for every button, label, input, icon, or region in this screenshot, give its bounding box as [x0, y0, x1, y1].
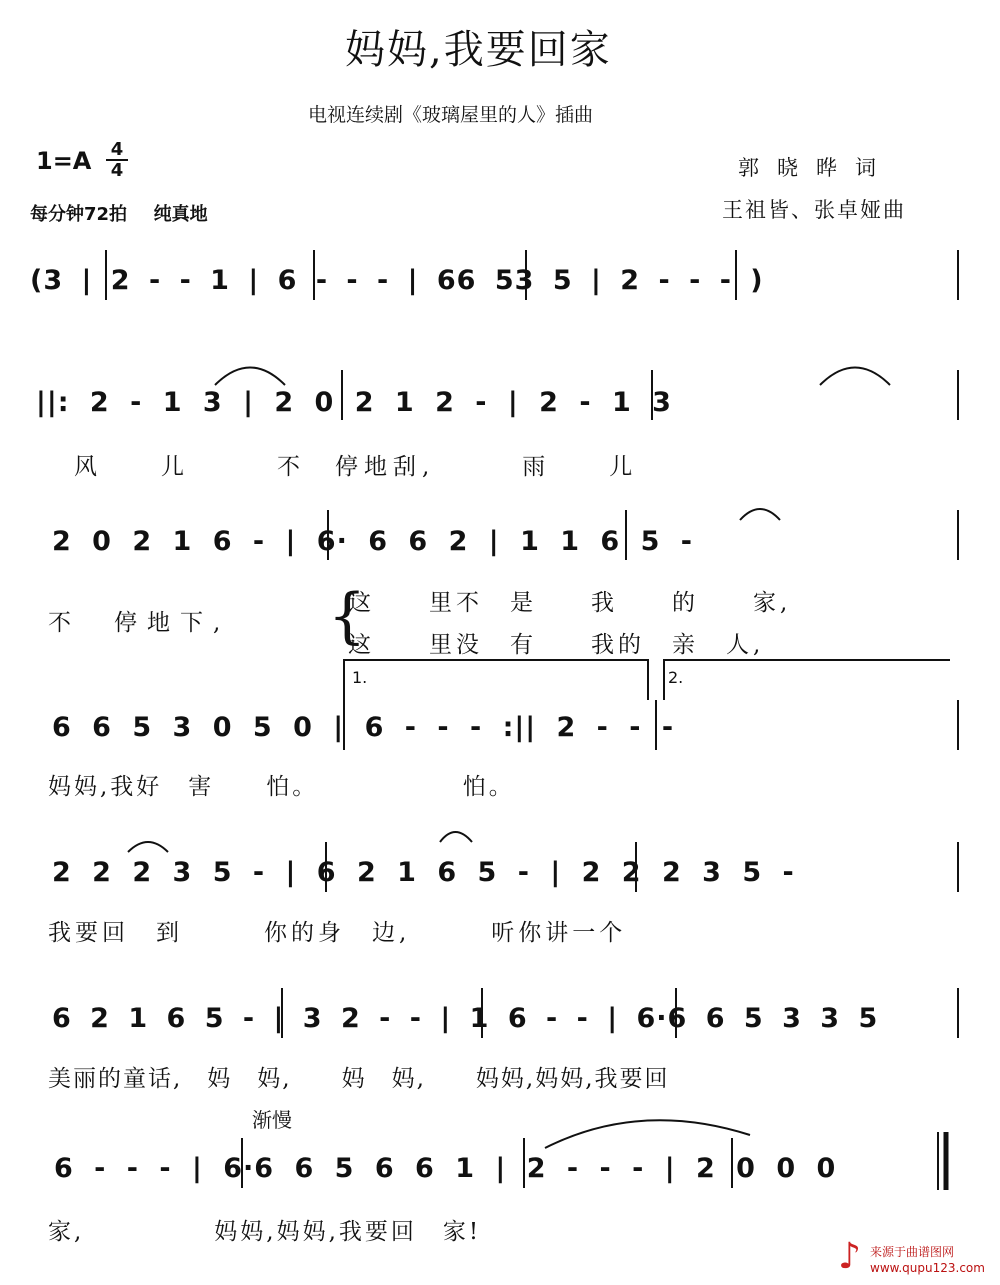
key-text: 1=A: [36, 147, 92, 175]
score-row-6-notes: 6 2 1 6 5 - | 3 2 - - | 1 6 - - | 6·6 6 5 3 3 5: [52, 1003, 879, 1034]
score-row-5-lyrics: 我要回 到 你的身 边, 听你讲一个: [48, 920, 627, 946]
composer-credit: 王祖皆、张卓娅曲: [722, 198, 906, 222]
score-row-6-lyrics: 美丽的童话, 妈 妈, 妈 妈, 妈妈,妈妈,我要回: [48, 1066, 670, 1092]
slur: [440, 832, 472, 842]
slur: [740, 509, 780, 520]
score-row-5-notes: 2 2 2 3 5 - | 6 2 1 6 5 - | 2 2 2 3 5 -: [52, 857, 795, 888]
song-title: 妈妈,我要回家: [345, 27, 612, 73]
time-signature-top: 4: [110, 139, 124, 160]
score-row-4-lyrics: 妈妈,我好 害 怕。 怕。: [48, 774, 515, 800]
score-row-2-lyrics: 风 儿 不 停地刮, 雨 儿: [74, 454, 639, 480]
source-url: www.qupu123.com: [870, 1261, 985, 1275]
source-text: 来源于曲谱图网: [870, 1245, 955, 1259]
volta-bracket-1: [344, 660, 648, 700]
slur: [820, 368, 890, 386]
time-signature-bottom: 4: [110, 160, 124, 181]
volta-2-label: 2.: [668, 668, 684, 687]
expression-text: 纯真地: [153, 204, 208, 225]
music-note-logo-icon: ♪: [838, 1236, 861, 1277]
score-row-7-lyrics: 家, 妈妈,妈妈,我要回 家!: [48, 1219, 482, 1245]
volta-bracket-2: [664, 660, 950, 700]
score-row-1-notes: (3 | 2 - - 1 | 6 - - - | 66 53 5 | 2 - - - ): [30, 265, 764, 296]
score-row-4-notes: 6 6 5 3 0 5 0 | 6 - - - :|| 2 - - -: [52, 712, 675, 743]
score-row-3-notes: 2 0 2 1 6 - | 6· 6 6 2 | 1 1 6 5 -: [52, 526, 694, 557]
ritardando-marking: 渐慢: [252, 1108, 292, 1132]
song-subtitle: 电视连续剧《玻璃屋里的人》插曲: [308, 104, 594, 126]
score-row-7-notes: 6 - - - | 6·6 6 5 6 6 1 | 2 - - - | 2 0 0 0: [54, 1153, 837, 1184]
source-watermark: [870, 1244, 985, 1276]
verse-brace: {: [328, 581, 367, 651]
verse-line-1: 这 里不 是 我 的 家,: [348, 590, 792, 616]
lyricist-credit: 郭晓晔词: [738, 156, 894, 180]
score-row-3-lyrics: 不 停地下,: [48, 610, 231, 636]
volta-1-label: 1.: [352, 668, 368, 687]
verse-line-2: 这 里没 有 我的 亲 人,: [348, 632, 765, 658]
slur: [215, 368, 285, 386]
tie: [545, 1120, 750, 1148]
tempo-text: 每分钟72拍: [30, 204, 128, 225]
slur: [128, 842, 168, 852]
score-row-2-notes: ||: 2 - 1 3 | 2 0 2 1 2 - | 2 - 1 3: [36, 387, 672, 418]
